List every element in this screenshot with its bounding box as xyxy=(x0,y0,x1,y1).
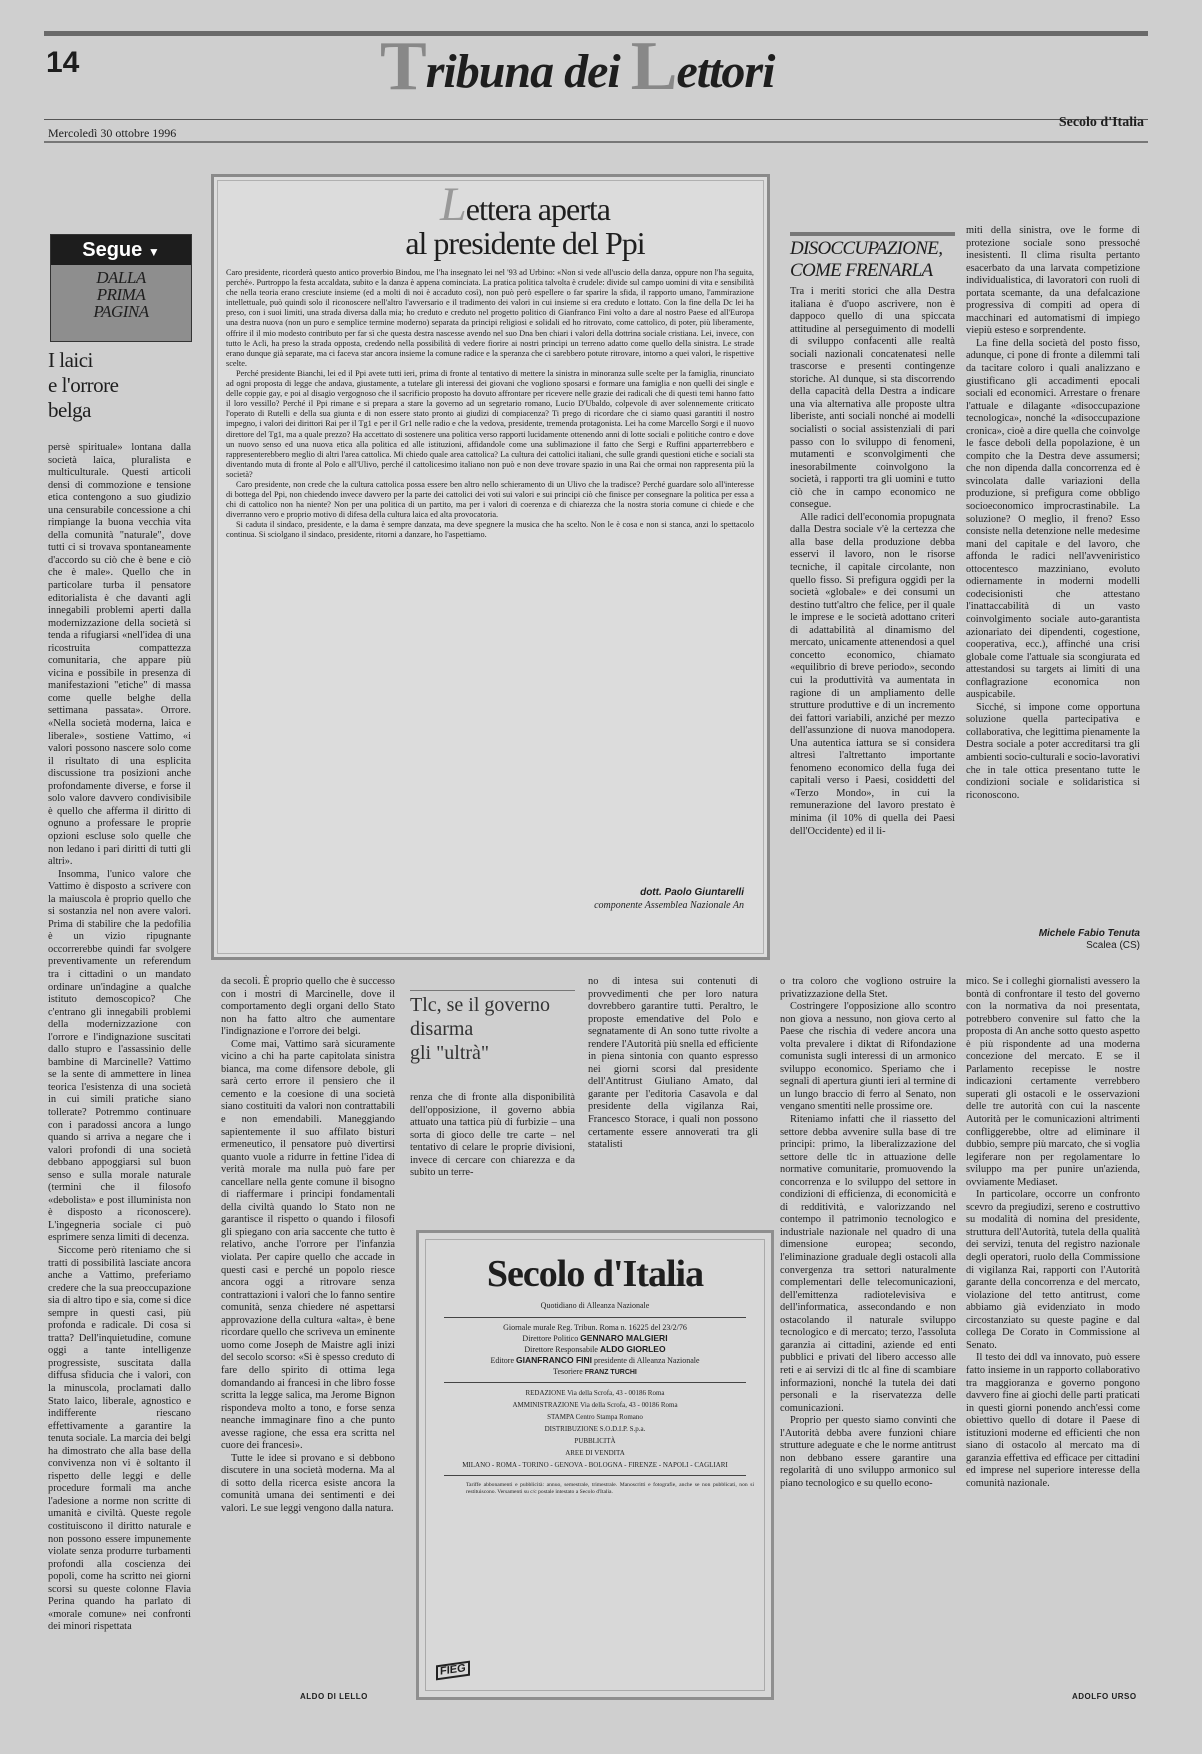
paragraph: persè spirituale» lontana dalla società laica, pluralista e multiculturale. Questi articoli densi di commozione e tensione etica contengono a suo giudizio una censurabile concessione a chi rimpiange la buona vecchia vita della comunità "naturale", dove tutti ci si trovava spontaneamente d'accordo su ciò che è bene e ciò che è male». Quello che in particolare turba il pensatore editorialista è che davanti agli innegabili problemi aperti dalla modernizzazione della società si tenda a rifugiarsi «nell'idea di una ricostruita compattezza comunitaria, che appare più vicina e possibile in presenza di manifestazioni "etiche" di massa come quelle belghe della settimana passata». Orrore. «Nella società moderna, laica e liberale», sostiene Vattimo, «i valori possono nascere solo come il risultato di una esplicita discussione tra posizioni anche profondamente diverse, e forse il solo valore davvero condivisibile è quello che afferma il diritto di ognuno a professare le proprie opzioni escluse solo quelle che non ledano i pari diritti di tutti gli altri». xyxy=(48,442,191,868)
section-title: Tribuna dei Lettori xyxy=(380,28,775,105)
divider xyxy=(444,1475,746,1476)
fieg-logo: FIEG xyxy=(436,1661,470,1680)
arrow-down-icon: ▼ xyxy=(147,245,160,259)
top-rule xyxy=(44,31,1148,36)
letter-headline: Lettera aperta al presidente del Ppi xyxy=(405,178,645,261)
article-body-tlc-4 xyxy=(966,976,1140,1688)
paragraph: Come mai, Vattimo sarà sicuramente vicino a chi ha parte capitolata sinistra bianca, ma come difensore debole, gli sarà certo errore il pensiero che il cemento e la coesione di una società siano costituiti da valori non contrattabili e non emendabili. Maneggiando sapientemente il suo affilato bisturi ermeneutico, il pensatore può divertirsi quanto vuole a ridurre in fettine l'idea di verità morale ma nulla può fare per cancellare nella gente comune il bisogno di riaffermare i principi fondamentali della civiltà quando lo Stato non ne garantisce il rispetto o quando i filosofi gli spiegano con aria saccente che tutto è relativo, anche l'orrore per l'infanzia violata. Per capire quello che accade in questi casi e perché un popolo riesce ancora oggi a ritrovare senza contrattazioni i valori che lo fanno sentire comunità, senza chiedere né aspettarsi approvazione della cultura «alta», è bene ricordare quello che scriveva un eminente uomo come Joseph de Maistre agli inizi del secolo scorso: «Si è spesso creduto di fare dello spirito di ottima lega domandando ai francesi in che libro fosse scritta la legge salica, ma Jerome Bignon rispondeva molto a tono, e forse senza neanche immaginare fino a che punto avesse ragione, che essa era scritta nel cuore dei francesi». xyxy=(221,1038,395,1452)
paragraph: Costringere l'opposizione allo scontro non giova a nessuno, non giova certo al Paese che rischia di vedere ancora una volta prevalere i diktat di Rifondazione comunista sugli interessi di un armonico sviluppo economico. Speriamo che i segnali di apertura giunti ieri al termine di un lungo braccio di ferro al Senato, non vengano smentiti nelle prossime ore. xyxy=(780,1001,956,1113)
paragraph: La fine della società del posto fisso, adunque, ci pone di fronte a dilemmi tali da tacitare coloro i quali analizzano e giustificano gli accadimenti epocali sociali ed economici. Arrestare o frenare l'attuale e dilagante «disoccupazione tecnologica», nonché la «disoccupazione cronica», cioè a dire quella che coinvolge le fasce deboli della popolazione, è un compito che la Destra deve assumersi; che non dipenda dalla concorrenza ed è svincolata dalle variazioni della produzione, si prefigura come obbligo socioeconomico improcrastinabile. La soluzione? O meglio, il freno? Esso consiste nella detenzione nelle medesime mani del capitale e del lavoro, che affonda le radici nell'avveniristico ottocentesco mazziniano, evoluto odiernamente in moderni modelli codecisionisti che attestano l'inattaccabilità di un vasto coinvolgimento sociale auto-garantista azionariato dei dipendenti, cogestione, cooperativa, ecc.), affinché una crisi globale come l'attuale sia scongiurata ed attestandosi su targets ai limiti di una conflagrazione economica non auspicabile. xyxy=(966,337,1140,701)
paragraph: Riteniamo infatti che il riassetto del settore debba avvenire sulla base di tre principi: primo, la liberalizzazione del settore delle tlc in attuazione delle normative comunitarie, promuovendo la concorrenza e lo sviluppo del settore in condizioni di efficienza, di economicità e di redditività, e valorizzando nel contempo il patrimonio tecnologico e industriale nazionale nel quadro di una dimensione europea; secondo, l'eliminazione graduale degli ostacoli alla convergenza tra settori naturalmente complementari delle telecomunicazioni, dell'emittenza radiotelevisiva e dell'informatica, assecondando e non ostacolando il naturale sviluppo tecnologico e di mercato; terzo, l'assoluta garanzia ai cittadini, aziende ed enti pubblici e privati del libero accesso alle reti e ai servizi di tlc al fine di scambiare informazioni, nonché la tutela dei dati personali e la riservatezza delle comunicazioni. xyxy=(780,1114,956,1414)
article-headline: DISOCCUPAZIONE, COME FRENARLA xyxy=(790,232,955,282)
paragraph: In particolare, occorre un confronto scevro da pregiudizi, sereno e costruttivo su modalità di nomina del presidente, struttura dell'Autorità, tutela della qualità dei servizi, tenuta del registro nazionale degli operatori, ruolo della Commissione di vigilanza Rai, rapporti con l'Autorità garante della concorrenza e del mercato, violazione del tetto antitrust, come abbiamo già evidenziato in modo circostanziato su queste pagine e dal collega De Corato in Commissione al Senato. xyxy=(966,1189,1140,1351)
paragraph: Perché presidente Bianchi, lei ed il Ppi avete tutti ieri, prima di fronte al tentativo di mettere la sinistra in minoranza sulle scelte per la famiglia, rinunciato ad ogni proposta di legge che andava, giustamente, a tutelare gli interessi dei giovani che vogliono sposarsi e formare una famiglia e non quelli dei single e delle coppie gay, e poi al disagio vergognoso che il sacrificio proposto ha dovuto affrontare per ricevere nelle grazie dei radicali che di questi temi hanno fatto il loro vessillo? Perché il Ppi rimane e si prepara a stare la governo ad un segretario romano, Lucio D'Ubaldo, colpevole di aver solennemente criticato l'operato di Rutelli e della sua giunta e di non essere stato pronto ai giudizi di compiacenza? Ti prego di ricordare che ci siamo quasi garantiti il nostro impegno, i valori dei dirittori Rai per il Tg1 e per il Gr1 nelle radio e che la vedova, presidente, tremenda protagonista. Lei ha come Marcello Sorgi e il nuovo direttore del Tg1, ma a quale prezzo? Ha accettato di sostenere una politica verso rapporti lucidamente ottenendo anni di lotte sociali e politiche contro e dove un nuovo senso ed una nuova etica alla politica ed alle istituzioni, affidandole come una sublimazione il fatto che Sergi e Ruffini apparterrebbero e rappresenterebbero meglio di altri l'area cattolica. Mi chiedo quale area cattolica? La cultura dei cattolici italiani, che sulle grandi questioni etiche e sociali sta diventando muta di fronte al Polo e all'Ulivo, perché il cattolicesimo italiano non può e non deve trovare spazio in una Rai che ormai non rappresenta più la società? xyxy=(226,368,754,479)
newspaper-name: Secolo d'Italia xyxy=(1058,115,1144,130)
paragraph: Alle radici dell'economia propugnata dalla Destra sociale v'è la certezza che alla base della produzione debba esservi il lavoro, non le risorse tecniche, il capitale circolante, non quello fisso. Si prefigura oggidì per la società «globale» e dei consumi un destino tutt'altro che felice, per il quale le imprese e le società adottano criteri di adattabilità al dinamismo del mercato, unicamente attenendosi a quel concetto economico, chiamato «equilibrio di breve periodo», secondo cui la produttività va aumentata in ragione di un ampliamento delle strutture produttive e di un incremento dei fattori variabili, anziché per mezzo dell'assunzione di nuova manodopera. Una autentica iattura se si considera altresì l'altrettanto importante fenomeno economico della fuga dei capitali verso i Paesi, cosiddetti del «Terzo Mondo», in cui la remunerazione del lavoro prestato è minima (il 10% di quella dei Paesi dell'Occidente) ed il li- xyxy=(790,511,955,837)
paragraph: Siccome però riteniamo che si tratti di possibilità lasciate ancora anche a Vattimo, preferiamo credere che la sua preoccupazione sia di altro tipo e sia, come si dice sempre in questi casi, più profonda e radicale. Di cosa si tratta? Dell'inquietudine, comune oggi a tante intelligenze progressiste, suscitata dalla diffusa sfiducia che i valori, con la minuscola, proclamati dallo Stato laico, liberale, agnostico e indifferente riescano effettivamente a garantire la tenuta sociale. La marcia dei belgi ha dimostrato che alla base della convivenza non vi è soltanto il rispetto delle leggi e delle procedure formali ma anche l'adesione a norme non scritte di umanità e civiltà. Queste regole costituiscono il diritto naturale e non possono essere impunemente violate senza produrre turbamenti profondi alla coscienza dei popoli, come ha scritto nei giorni scorsi su queste colonne Flavia Perina quando ha parlato di «morale comune» nei confronti dei minori rispettata xyxy=(48,1245,191,1633)
paragraph: Proprio per questo siamo convinti che l'Autorità debba avere funzioni chiare strutture adeguate e che le norme antitrust non debbano essere garantire una regolarità di uno sviluppo armonico sul piano tecnologico e su quello econo- xyxy=(780,1415,956,1489)
paragraph: Insomma, l'unico valore che Vattimo è disposto a scrivere con la maiuscola è proprio quello che si sostanzia nel non avere valori. Prima di stabilire che la pedofilia è un vizio ripugnante occorrerebbe quindi far svolgere preventivamente un referendum tra i cittadini o un mandato ordinare un'indagine a qualche istituto demoscopico? Che c'entrano gli innegabili problemi della modernizzazione con l'orrore e l'indignazione suscitati dallo stupro e l'assassinio delle bambine di Marcinelle? Vattimo se la sente di ammettere in linea teorica l'esistenza di una società in cui simili pratiche siano tollerate? Potremmo continuare con i paradossi ancora a lungo quando si arriva a negare che i valori profondi di una società debbano appoggiarsi sul buon senso e sulla morale naturale (termini che il filosofo «debolista» e post illuminista non è disposto a riconoscere). L'ingegneria sociale ci può esprimere senza limiti di decenza. xyxy=(48,868,191,1244)
article-headline: Tlc, se il governo disarma gli "ultrà" xyxy=(410,990,575,1065)
divider xyxy=(444,1317,746,1318)
article-body-tlc-2 xyxy=(588,976,758,1152)
paragraph: o tra coloro che vogliono ostruire la privatizzazione della Stet. xyxy=(780,976,956,1000)
article-signature: Michele Fabio Tenuta Scalea (CS) xyxy=(1038,928,1140,951)
paragraph: da secoli. È proprio quello che è successo con i mostri di Marcinelle, dove il comportamento degli organi dello Stato non ha fatto altro che aumentare l'indignazione e l'orrore dei belgi. xyxy=(221,976,395,1038)
article-headline: I laici e l'orrore belga xyxy=(48,348,119,422)
continued-from-front-page-box: Segue ▼ DALLA PRIMA PAGINA xyxy=(50,234,192,342)
paragraph: Caro presidente, ricorderà questo antico proverbio Bindou, me l'ha insegnato lei nel '93 ad Urbino: «Non si vede all'uscio della danza, oppure non l'ha seguita, perché». Purtroppo la festa accaldata, subito e la danza è appena cominciata. La pratica politica talvolta è crudele: divide sul campo uomini di vita e sensibilità che nella teoria erano cresciute insieme (ed a molti di noi è accaduto così), non può però espellere o far sparire la sfida, il rapporto umano, l'ammirazione intellettuale, può quindi solo il riconoscere nell'altro l'avversario e il tradimento dei valori in cui insieme si era creduto e lottato. Con la fine della Dc lei ha preso, con i suoi limiti, una strada diversa dalla mia; ho creduto e creduto nel progetto politico di Gianfranco Fini volto a dare al nostro Paese ed all'Europa una destra nuova (non un puro e semplice termine moderno) separata da principi religiosi e solidali ed ho ritrovato, come cattolico, di poter, più liberamente, offrire il il mio modesto contributo per far sì che questa destra nascesse avendo nel suo Dna ben chiari i valori della dottrina sociale cristiana. Lei, invece, con tutto le Acli, ha preso la strada opposta, credendo nella possibilità di vedere fiorire ai nostri principi un terreno adatto come quello della sinistra. Le strade erano dunque già separate, ma ci faceva star ancora insieme la comune radice e la speranza che ci sarebbero potute ritrovare, intorno a quei valori, le rispettive scelte. xyxy=(226,268,754,368)
address-line: AMMINISTRAZIONE Via della Scrofa, 43 - 00186 Roma xyxy=(512,1400,678,1409)
address-list xyxy=(426,1387,764,1471)
page-number: 14 xyxy=(46,46,80,79)
header-rule xyxy=(44,119,1148,120)
paragraph: Sicché, si impone come opportuna soluzione quella partecipativa e collaborativa, che legittima pienamente la Destra sociale a poter accreditarsi tra gli ambienti socio-culturali e socio-lavorativi che in tale ottica presentano tutte le condizioni sociale e solidaristica si riconoscono. xyxy=(966,701,1140,801)
letter-signature: dott. Paolo Giuntarelli componente Assemblea Nazionale An xyxy=(594,887,744,911)
article-body-disoccupazione-2 xyxy=(966,225,1140,890)
address-line: STAMPA Centro Stampa Romano xyxy=(547,1412,643,1421)
paragraph: Tutte le idee si provano e si debbono discutere in una società moderna. Ma al di sotto della ricerca esiste ancora la comunità umana dei sentimenti e dei valori. Le sue leggi vengono dalla natura. xyxy=(221,1452,395,1514)
address-line: MILANO - ROMA - TORINO - GENOVA - BOLOGNA - FIRENZE - NAPOLI - CAGLIARI xyxy=(462,1460,728,1469)
header-rule-bottom xyxy=(44,141,1148,143)
address-line: PUBBLICITÀ xyxy=(574,1436,616,1445)
article-body-tlc-3 xyxy=(780,976,956,1704)
paragraph: mico. Se i colleghi giornalisti avessero la bontà di confrontare il testo del governo con la normativa da noi presentata, potrebbero convenire sul fatto che la proposta di An anche sotto questo aspetto è più rispondente ad una moderna concezione del mercato. E se il Parlamento recepisse le nostre indicazioni certamente verrebbero superati gli ostacoli e le osservazioni delle tre autorità con cui la nascente Autorità per le comunicazioni altrimenti confliggerebbe, oltre ad eliminare il dubbio, sempre più marcato, che si voglia legiferare non per regolamentare lo sviluppo ma per punire un'azienda, ovviamente Mediaset. xyxy=(966,976,1140,1188)
paragraph: Il testo dei ddl va innovato, può essere fatto insieme in un rapporto collaborativo tra maggioranza e governo pongono davvero fine ai giochi delle parti praticati in questi giorni ponendo anch'essi come obiettivo quello di dotare il Paese di istituzioni moderne ed efficienti che non siano di ostacolo al mercato ma di garanzia effettiva ed efficace per cittadini ed imprese nel superiore interesse della comunità nazionale. xyxy=(966,1352,1140,1489)
address-line: REDAZIONE Via della Scrofa, 43 - 00186 Roma xyxy=(525,1388,665,1397)
paragraph: miti della sinistra, ove le forme di protezione sociale sono pressoché inesistenti. Il clima risulta pertanto esacerbato da una larvata competizione individualistica, di lavoratori con ruoli di portata scemante, da una defalcazione progressiva di compiti ad opera di macchinari ed automatismi di impiego viepiù esteso e sorprendente. xyxy=(966,225,1140,337)
article-signature: ALDO DI LELLO xyxy=(300,1692,368,1701)
divider xyxy=(444,1382,746,1383)
masthead-box: Secolo d'Italia Quotidiano di Alleanza Nazionale Giornale murale Reg. Tribun. Roma n. 16225 del 23/2/76 Direttore Politico GENNARO MALGIERI Direttore Responsabile ALDO GIORLEO Editore GIANFRANCO FINI presidente di Alleanza Nazionale Tesoriere FRANZ TURCHI REDAZIONE Via della Scrofa, 43 - 00186 Roma AMMINISTRAZIONE Via della Scrofa, 43 - 00186 Roma STAMPA Centro Stampa Romano DISTRIBUZIONE S.O.D.I.P. S.p.a. PUBBLICITÀ AREE DI VENDITA MILANO - ROMA - TORINO - GENOVA - BOLOGNA - FIRENZE - NAPOLI - CAGLIARI Tariffe abbonamenti e pubblicità: annuo, semestrale, trimestrale. Manoscritti e fotografie, anche se non pubblicati, non si restituiscono. Versamenti su c/c postale intestato a Secolo d'Italia. FIEG xyxy=(416,1230,774,1700)
address-line: AREE DI VENDITA xyxy=(565,1448,625,1457)
address-line: DISTRIBUZIONE S.O.D.I.P. S.p.a. xyxy=(544,1424,646,1433)
paragraph: no di intesa sui contenuti di provvedimenti che per loro natura dovrebbero garantire tutti. Peraltro, le proposte emendative del Polo e segnatamente di An sono tutte rivolte a rendere l'Autorità più snella ed efficiente in piena sintonia con quanto espresso nei giorni scorsi dal presidente dell'Antitrust Giuliano Amato, dal garante per l'editoria Casavola e dal presidente della vigilanza Rai, Francesco Storace, i quali non possono certamente essere annoverati tra gli statalisti xyxy=(588,976,758,1151)
article-signature: ADOLFO URSO xyxy=(1072,1692,1137,1701)
fine-print: Tariffe abbonamenti e pubblicità: annuo, semestrale, trimestrale. Manoscritti e fotografie, anche se non pubblicati, non si restituiscono. Versamenti su c/c postale intestato a Secolo d'Italia. xyxy=(466,1481,754,1496)
paragraph: renza che di fronte alla disponibilità dell'opposizione, il governo abbia attuato una tattica più di furbizie – una sorta di gioco delle tre carte – nel tentativo di celare le proprie divisioni, invece di cercare con chiarezza e da subito un terre- xyxy=(410,1092,575,1179)
article-body-tlc-1 xyxy=(410,1092,575,1179)
issue-date: Mercoledì 30 ottobre 1996 xyxy=(48,126,177,140)
paragraph: Caro presidente, non crede che la cultura cattolica possa essere ben altro nello schieramento di un Ulivo che la tradisce? Perché guardare solo all'interesse di bottega del Ppi, non chiedendo invece davvero per la parte dei cattolici dei voti sui valori e sui principi ciò che finisce per consegnare la politica per essa a chi di cattolico non ha niente? Non per una politica di un partito, ma per i valori di coerenza e di chiarezza che la nostra storia comune ci chiede e che diverranno vero e proprio motivo di difesa della cultura laica ed alta provocatoria. xyxy=(226,479,754,520)
paragraph: Tra i meriti storici che alla Destra italiana è d'uopo ascrivere, non è dappoco quello di una spiccata attitudine al perseguimento di modelli di sviluppo confacenti alle realtà sociali nazionali concatenatesi nelle trascorse e presenti contingenze storiche. Al dunque, si sta discorrendo della capacità della Destra a indicare una via alternativa alle proposte ultra liberiste, anti sociali nonché ai modelli socialisti o social assistenziali di pari passo con lo sviluppo di fenomeni, mutamenti e sconvolgimenti che inesorabilmente coinvolgono la società, i rapporti tra gli uomini e tutto ciò che in campo economico ne consegue. xyxy=(790,286,955,511)
paragraph: Si caduta il sindaco, presidente, e la dama è sempre danzata, ma deve spegnere la musica che ha scelto. Non le è cosa e non si stanca, anzi lo spettacolo continua. Si sciolgano il sindaco, presidente, ritorni a danzare, ho l'aspettiamo. xyxy=(226,520,754,540)
article-body-laici-continued xyxy=(221,976,395,1688)
article-body-disoccupazione-1 xyxy=(790,286,955,950)
article-body-laici xyxy=(48,442,191,1704)
letter-body xyxy=(226,268,754,798)
newspaper-logo: Secolo d'Italia xyxy=(486,1253,704,1295)
